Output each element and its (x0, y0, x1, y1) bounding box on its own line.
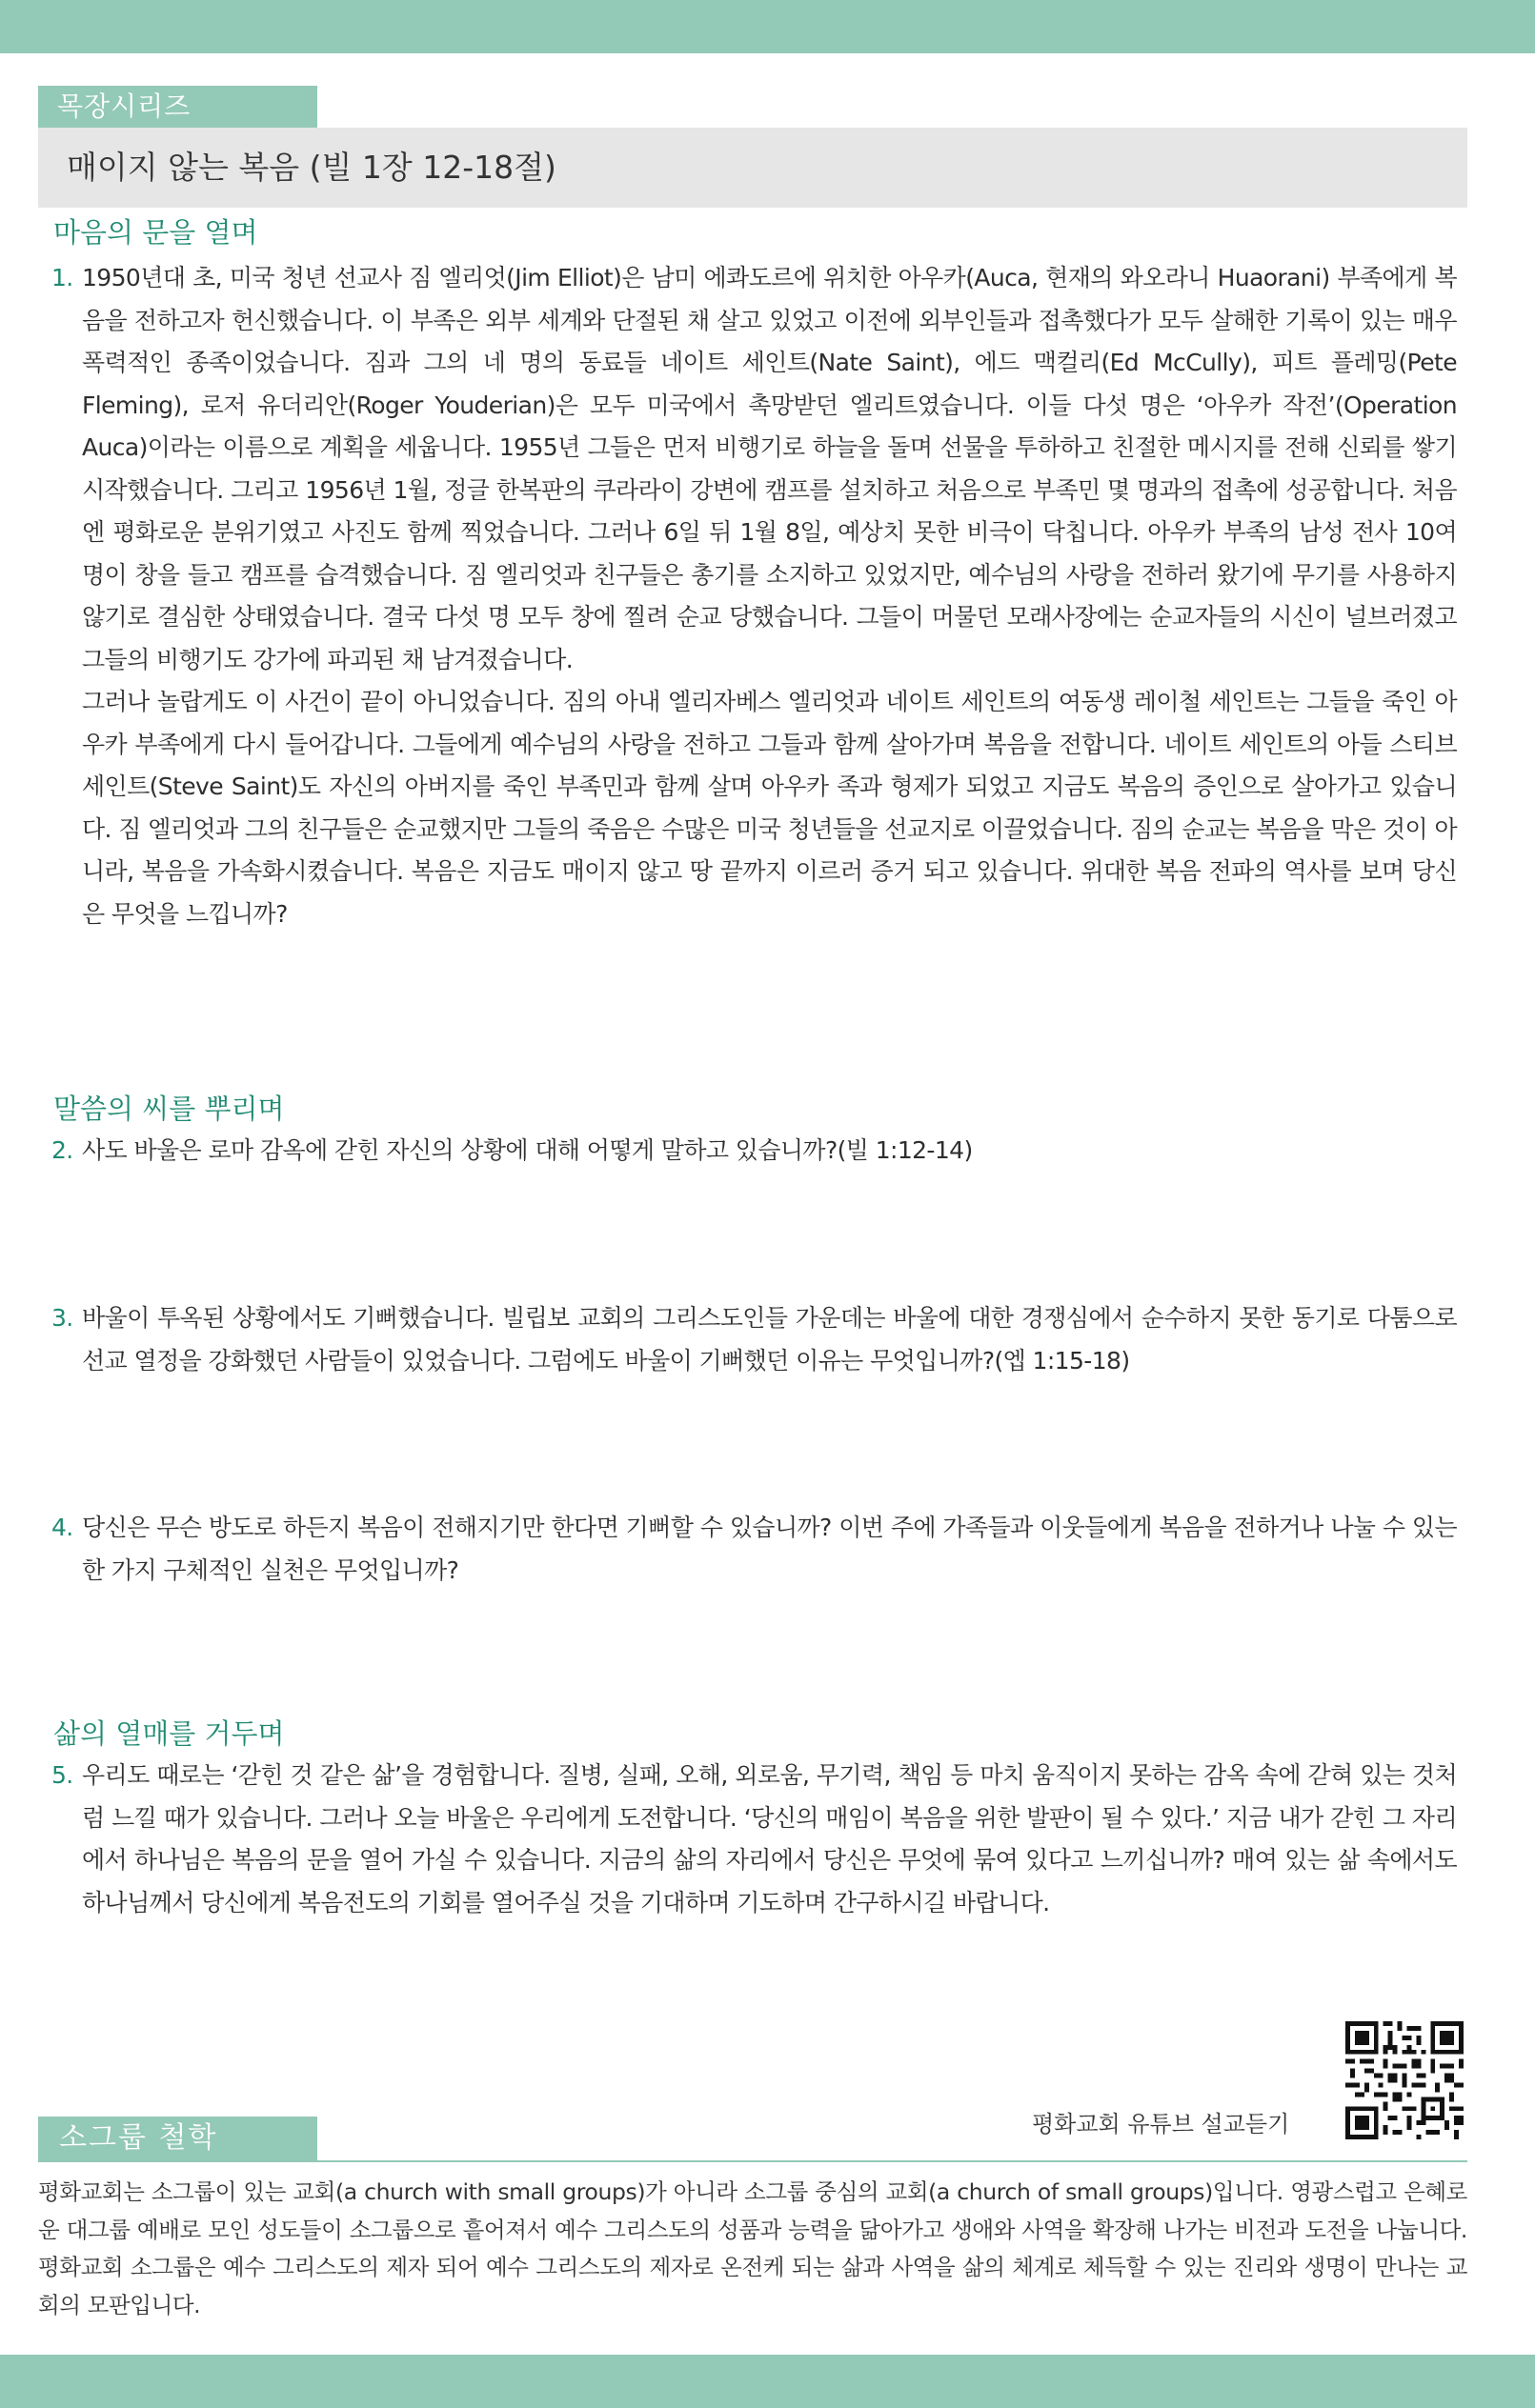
question-paragraph: 바울이 투옥된 상황에서도 기뻐했습니다. 빌립보 교회의 그리스도인들 가운데는 바울에 대한 경쟁심에서 순수하지 못한 동기로 다툼으로 선교 열정을 강화했던 사람들이 있었습니다. 그럼에도 바울이 기뻐했던 이유는 무엇입니까?(엡 1:15-18) (82, 1304, 1457, 1375)
question-paragraph: 당신은 무슨 방도로 하든지 복음이 전해지기만 한다면 기뻐할 수 있습니까? 이번 주에 가족들과 이웃들에게 복음을 전하거나 나눌 수 있는 한 가지 구체적인 실천은 무엇입니까? (82, 1514, 1457, 1584)
question-3 (51, 1297, 1457, 1382)
question-paragraph: 우리도 때로는 ‘갇힌 것 같은 삶’을 경험합니다. 질병, 실패, 오해, 외로움, 무기력, 책임 등 마치 움직이지 못하는 감옥 속에 갇혀 있는 것처럼 느낄 때가 있습니다. 그러나 오늘 바울은 우리에게 도전합니다. ‘당신의 매임이 복음을 위한 발판이 될 수 있다.’ 지금 내가 갇힌 그 자리에서 하나님은 복음의 문을 열어 가실 수 있습니다. 지금의 삶의 자리에서 당신은 무엇에 묶여 있다고 느끼십니까? 매여 있는 삶 속에서도 하나님께서 당신에게 복음전도의 기회를 열어주실 것을 기대하며 기도하며 간구하시길 바랍니다. (82, 1761, 1457, 1916)
section-heading-life: 삶의 열매를 거두며 (53, 1717, 285, 1750)
section-heading-word: 말씀의 씨를 뿌리며 (53, 1093, 285, 1125)
qr-code-icon[interactable] (1345, 2021, 1464, 2139)
bottom-band (0, 2355, 1535, 2408)
page-title: 매이지 않는 복음 (빌 1장 12-18절) (38, 128, 1467, 208)
question-body (82, 1130, 1457, 1173)
question-4 (51, 1507, 1457, 1592)
small-group-divider (38, 2160, 1467, 2162)
question-paragraph: 사도 바울은 로마 감옥에 갇힌 자신의 상황에 대해 어떻게 말하고 있습니까?(빌 1:12-14) (82, 1136, 973, 1164)
top-band (0, 0, 1535, 53)
question-2 (51, 1130, 1457, 1173)
question-number: 3. (51, 1304, 73, 1332)
question-number: 2. (51, 1136, 73, 1164)
question-body (82, 1507, 1457, 1592)
question-body (82, 1755, 1457, 1924)
question-1 (51, 257, 1457, 935)
small-group-philosophy-text: 평화교회는 소그룹이 있는 교회(a church with small groups)가 아니라 소그룹 중심의 교회(a church of small groups)입니다. 영광스럽고 은혜로운 대그룹 예배로 모인 성도들이 소그룹으로 흩어져서 예수 그리스도의 성품과 능력을 닮아가고 생애와 사역을 확장해 나가는 비전과 도전을 나눕니다. 평화교회 소그룹은 예수 그리스도의 제자 되어 예수 그리스도의 제자로 온전케 되는 삶과 사역을 삶의 체계로 체득할 수 있는 진리와 생명이 만나는 교회의 모판입니다. (38, 2178, 1467, 2318)
section-heading-opening: 마음의 문을 열며 (53, 216, 258, 249)
question-number: 1. (51, 264, 73, 291)
question-body (82, 257, 1457, 935)
qr-caption: 평화교회 유튜브 설교듣기 (1032, 2111, 1290, 2137)
question-paragraph: 1950년대 초, 미국 청년 선교사 짐 엘리엇(Jim Elliot)은 남미 에콰도르에 위치한 아우카(Auca, 현재의 와오라니 Huaorani) 부족에게 복음을 전하고자 헌신했습니다. 이 부족은 외부 세계와 단절된 채 살고 있었고 이전에 외부인들과 접촉했다가 모두 살해한 기록이 있는 매우 폭력적인 종족이었습니다. 짐과 그의 네 명의 동료들 네이트 세인트(Nate Saint), 에드 맥컬리(Ed McCully), 피트 플레밍(Pete Fleming), 로저 유더리안(Roger Youderian)은 모두 미국에서 촉망받던 엘리트였습니다. 이들 다섯 명은 ‘아우카 작전’(Operation Auca)이라는 이름으로 계획을 세웁니다. 1955년 그들은 먼저 비행기로 하늘을 돌며 선물을 투하하고 친절한 메시지를 전해 신뢰를 쌓기 시작했습니다. 그리고 1956년 1월, 정글 한복판의 쿠라라이 강변에 캠프를 설치하고 처음으로 부족민 몇 명과의 접촉에 성공합니다. 처음엔 평화로운 분위기였고 사진도 함께 찍었습니다. 그러나 6일 뒤 1월 8일, 예상치 못한 비극이 닥칩니다. 아우카 부족의 남성 전사 10여 명이 창을 들고 캠프를 습격했습니다. 짐 엘리엇과 친구들은 총기를 소지하고 있었지만, 예수님의 사랑을 전하러 왔기에 무기를 사용하지 않기로 결심한 상태였습니다. 결국 다섯 명 모두 창에 찔려 순교 당했습니다. 그들이 머물던 모래사장에는 순교자들의 시신이 널브러졌고 그들의 비행기도 강가에 파괴된 채 남겨졌습니다. (82, 264, 1457, 673)
question-body (82, 1297, 1457, 1382)
small-group-tag: 소그룹 철학 (38, 2117, 317, 2160)
question-5 (51, 1755, 1457, 1924)
series-tag: 목장시리즈 (38, 86, 317, 128)
question-number: 4. (51, 1514, 73, 1541)
question-paragraph: 그러나 놀랍게도 이 사건이 끝이 아니었습니다. 짐의 아내 엘리자베스 엘리엇과 네이트 세인트의 여동생 레이철 세인트는 그들을 죽인 아우카 부족에게 다시 들어갑니다. 그들에게 예수님의 사랑을 전하고 그들과 함께 살아가며 복음을 전합니다. 네이트 세인트의 아들 스티브 세인트(Steve Saint)도 자신의 아버지를 죽인 부족민과 함께 살며 아우카 족과 형제가 되었고 지금도 복음의 증인으로 살아가고 있습니다. 짐 엘리엇과 그의 친구들은 순교했지만 그들의 죽음은 수많은 미국 청년들을 선교지로 이끌었습니다. 짐의 순교는 복음을 막은 것이 아니라, 복음을 가속화시켰습니다. 복음은 지금도 매이지 않고 땅 끝까지 이르러 증거 되고 있습니다. 위대한 복음 전파의 역사를 보며 당신은 무엇을 느낍니까? (82, 688, 1457, 928)
question-number: 5. (51, 1761, 73, 1789)
